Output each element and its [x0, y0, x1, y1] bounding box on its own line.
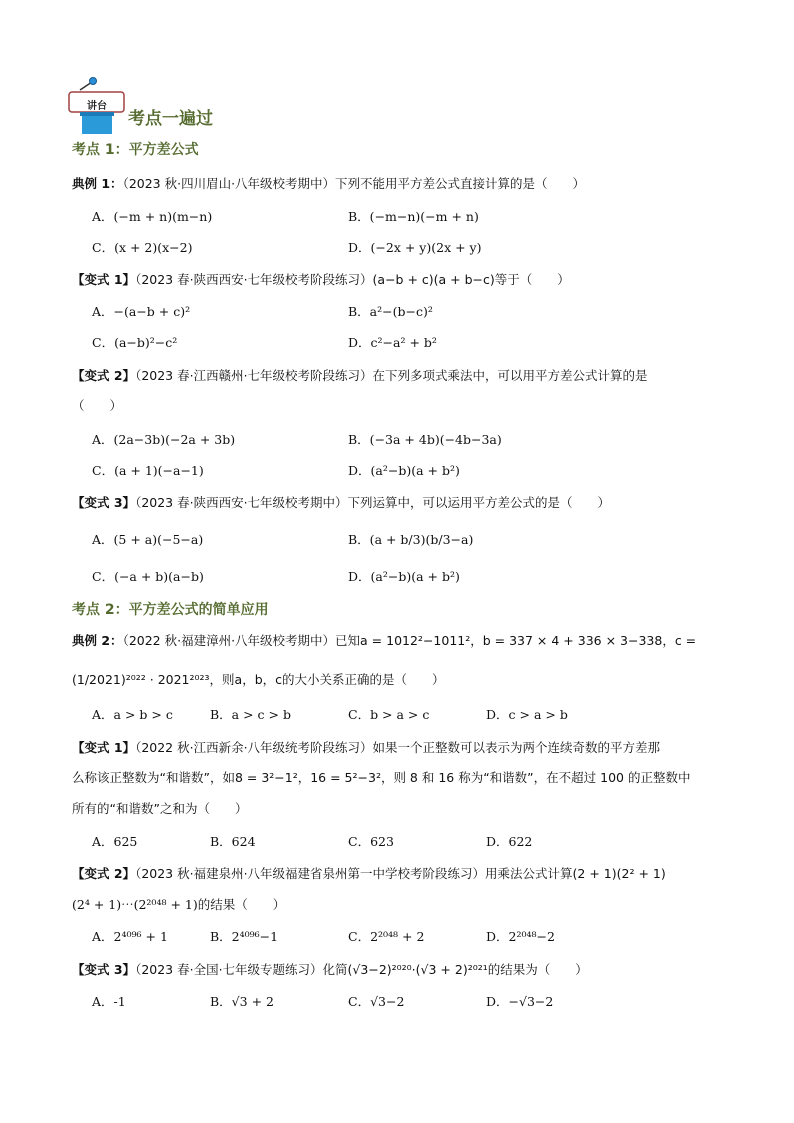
- s2-variant-2-text: （2023 秋·福建泉州·八年级福建省泉州第一中学校考阶段练习）用乘法公式计算(2 + 1)(2² + 1): [135, 866, 666, 881]
- example-2-option-a[interactable]: A．a > b > c: [92, 707, 173, 722]
- s2-variant-1-text-line2: 么称该正整数为“和谐数”，如8 = 3²−1²，16 = 5²−3²，则 8 和 16 称为“和谐数”，在不超过 100 的正整数中: [72, 770, 691, 785]
- s1-variant-3-question: [72, 493, 610, 511]
- page-title: 考点一遍过: [128, 109, 213, 129]
- s1-variant-2-question: [72, 366, 648, 384]
- s2-variant-2-text-line2: (2⁴ + 1)⋯(2²⁰⁴⁸ + 1)的结果（ ）: [72, 897, 286, 912]
- s1-variant-2-option-c[interactable]: C．(a + 1)(−a−1): [92, 463, 204, 478]
- section-1-title: 考点 1：平方差公式: [72, 142, 199, 158]
- s1-variant-3-option-c[interactable]: C．(−a + b)(a−b): [92, 569, 204, 584]
- example-1-label: 典例 1：: [72, 176, 123, 191]
- s2-variant-2-question: [72, 864, 666, 882]
- example-1-option-b[interactable]: B．(−m−n)(−m + n): [348, 209, 479, 224]
- s1-variant-1-label: 【变式 1】: [72, 272, 136, 287]
- s2-variant-1-option-b[interactable]: B．624: [210, 834, 256, 849]
- s2-variant-1-option-c[interactable]: C．623: [348, 834, 394, 849]
- s1-variant-1-text: （2023 春·陕西西安·七年级校考阶段练习）(a−b + c)(a + b−c)等于（ ）: [135, 272, 570, 287]
- s2-variant-2-label: 【变式 2】: [72, 866, 136, 881]
- s2-variant-3-label: 【变式 3】: [72, 962, 136, 977]
- example-1-option-c[interactable]: C．(x + 2)(x−2): [92, 240, 193, 255]
- example-1-option-a[interactable]: A．(−m + n)(m−n): [92, 209, 213, 224]
- s1-variant-2-text: （2023 春·江西赣州·七年级校考阶段练习）在下列多项式乘法中，可以用平方差公式计算的是: [135, 368, 648, 383]
- example-1-text: （2023 秋·四川眉山·八年级校考期中）下列不能用平方差公式直接计算的是（ ）: [122, 176, 586, 191]
- s1-variant-1-option-d[interactable]: D．c²−a² + b²: [348, 335, 437, 350]
- s2-variant-1-option-a[interactable]: A．625: [92, 834, 138, 849]
- example-2-option-d[interactable]: D．c > a > b: [486, 707, 568, 722]
- s2-variant-3-option-d[interactable]: D．−√3−2: [486, 994, 554, 1009]
- s2-variant-1-option-d[interactable]: D．622: [486, 834, 533, 849]
- s1-variant-2-label: 【变式 2】: [72, 368, 136, 383]
- example-1-question: [72, 174, 585, 192]
- s2-variant-1-text-line3: 所有的“和谐数”之和为（ ）: [72, 801, 248, 816]
- s1-variant-1-option-b[interactable]: B．a²−(b−c)²: [348, 304, 433, 319]
- s1-variant-2-option-d[interactable]: D．(a²−b)(a + b²): [348, 463, 460, 478]
- s2-variant-3-option-c[interactable]: C．√3−2: [348, 994, 405, 1009]
- s2-variant-3-text: （2023 春·全国·七年级专题练习）化简(√3−2)²⁰²⁰·(√3 + 2)²⁰²¹的结果为（ ）: [135, 962, 588, 977]
- s2-variant-2-option-a[interactable]: A．2⁴⁰⁹⁶ + 1: [92, 929, 168, 944]
- s1-variant-2-option-a[interactable]: A．(2a−3b)(−2a + 3b): [92, 432, 236, 447]
- s1-variant-3-option-b[interactable]: B．(a + b/3)(b/3−a): [348, 532, 474, 547]
- lectern-icon: [66, 76, 128, 136]
- example-2-text: （2022 秋·福建漳州·八年级校考期中）已知a = 1012²−1011²，b = 337 × 4 + 336 × 3−338，c =: [122, 633, 697, 648]
- s2-variant-2-option-c[interactable]: C．2²⁰⁴⁸ + 2: [348, 929, 425, 944]
- s2-variant-3-option-b[interactable]: B．√3 + 2: [210, 994, 274, 1009]
- s2-variant-1-question: [72, 738, 660, 756]
- s1-variant-3-label: 【变式 3】: [72, 495, 136, 510]
- s2-variant-2-option-b[interactable]: B．2⁴⁰⁹⁶−1: [210, 929, 279, 944]
- s1-variant-3-text: （2023 春·陕西西安·七年级校考期中）下列运算中，可以运用平方差公式的是（ ）: [135, 495, 611, 510]
- s2-variant-1-label: 【变式 1】: [72, 740, 136, 755]
- example-2-label: 典例 2：: [72, 633, 123, 648]
- s2-variant-2-option-d[interactable]: D．2²⁰⁴⁸−2: [486, 929, 555, 944]
- example-2-option-b[interactable]: B．a > c > b: [210, 707, 291, 722]
- s2-variant-3-option-a[interactable]: A．-1: [92, 994, 126, 1009]
- example-1-option-d[interactable]: D．(−2x + y)(2x + y): [348, 240, 482, 255]
- lectern-label: 讲台: [87, 101, 107, 112]
- section-2-title: 考点 2：平方差公式的简单应用: [72, 602, 269, 618]
- s1-variant-3-option-a[interactable]: A．(5 + a)(−5−a): [92, 532, 204, 547]
- s1-variant-2-text-line2: （ ）: [72, 398, 123, 413]
- s2-variant-1-text: （2022 秋·江西新余·八年级统考阶段练习）如果一个正整数可以表示为两个连续奇数的平方差那: [135, 740, 661, 755]
- s1-variant-2-option-b[interactable]: B．(−3a + 4b)(−4b−3a): [348, 432, 502, 447]
- s2-variant-3-question: [72, 960, 588, 978]
- s1-variant-1-question: [72, 270, 570, 288]
- example-2-question: [72, 631, 696, 649]
- example-2-option-c[interactable]: C．b > a > c: [348, 707, 430, 722]
- s1-variant-1-option-a[interactable]: A．−(a−b + c)²: [92, 304, 191, 319]
- s1-variant-1-option-c[interactable]: C．(a−b)²−c²: [92, 335, 178, 350]
- s1-variant-3-option-d[interactable]: D．(a²−b)(a + b²): [348, 569, 460, 584]
- example-2-text-line2: (1/2021)²⁰²² · 2021²⁰²³，则a，b，c的大小关系正确的是（ ）: [72, 672, 445, 687]
